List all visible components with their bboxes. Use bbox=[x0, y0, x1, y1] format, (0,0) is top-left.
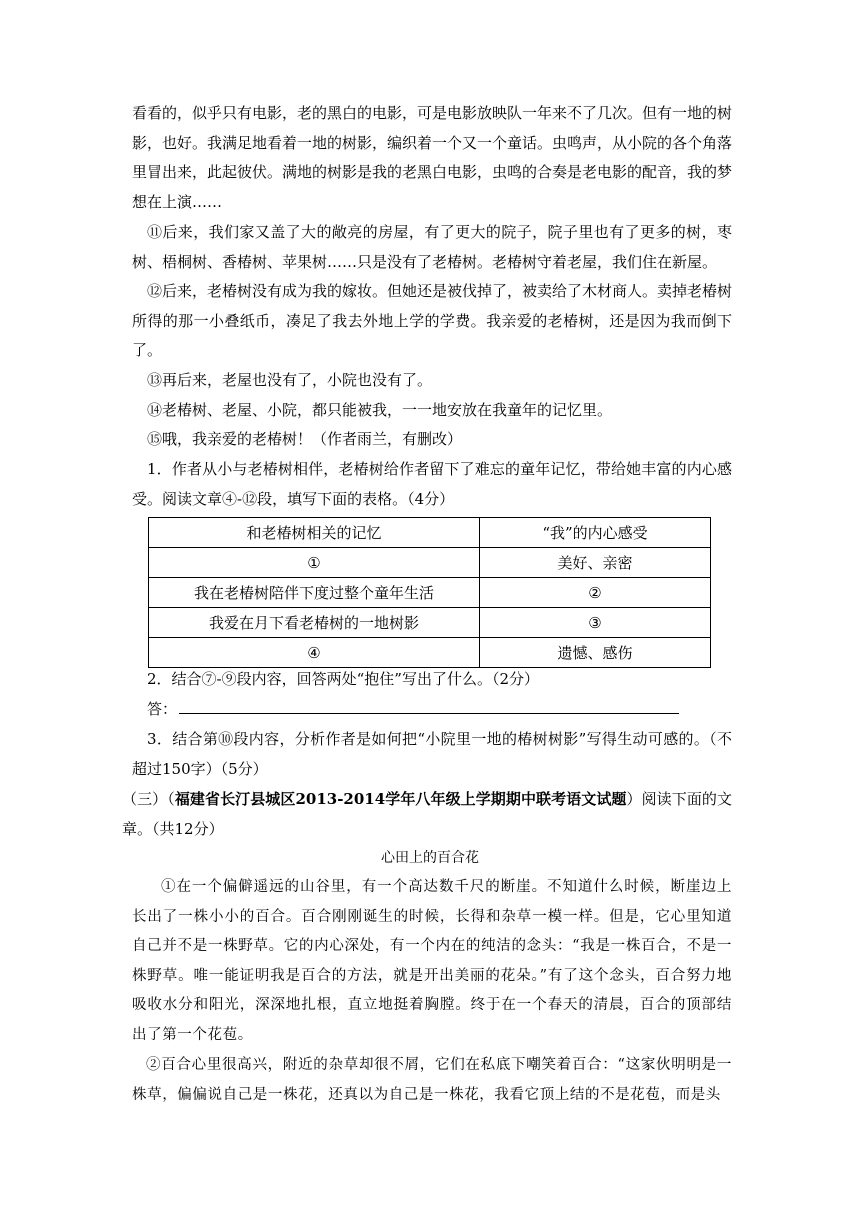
table-header-feeling: “我”的内心感受 bbox=[480, 518, 711, 548]
memory-feeling-table bbox=[148, 517, 711, 668]
table-row bbox=[149, 638, 711, 668]
story-paragraph-2: ②百合心里很高兴，附近的杂草却很不屑，它们在私底下嘲笑着百合：“这家伙明明是一株草，偏偏说自己是一株花，还真以为自己是一株花，我看它顶上结的不是花苞，而是头 bbox=[132, 1057, 732, 1103]
section-3-suffix: ）阅读下面的文章。（共12分） bbox=[122, 790, 732, 838]
table-row bbox=[149, 608, 711, 638]
article-paragraph-11: ⑪后来，我们家又盖了大的敞亮的房屋，有了更大的院子，院子里也有了更多的树，枣树、梧桐树、香椿树、苹果树……只是没有了老椿树。老椿树守着老屋，我们住在新屋。 bbox=[132, 223, 732, 271]
question-1: 1．作者从小与老椿树相伴，老椿树给作者留下了难忘的童年记忆，带给她丰富的内心感受。阅读文章④-⑫段，填写下面的表格。（4分） bbox=[132, 460, 732, 508]
table-cell: 美好、亲密 bbox=[480, 548, 711, 578]
table-header-row bbox=[149, 518, 711, 548]
question-2: 2．结合⑦-⑨段内容，回答两处“抱住”写出了什么。（2分） bbox=[147, 670, 539, 688]
table-row bbox=[149, 578, 711, 608]
article-paragraph-13: ⑬再后来，老屋也没有了，小院也没有了。 bbox=[147, 371, 433, 389]
answer-blank[interactable] bbox=[179, 699, 679, 714]
article-paragraph-15: ⑮哦，我亲爱的老椿树！（作者雨兰，有删改） bbox=[147, 430, 463, 448]
table-row bbox=[149, 548, 711, 578]
table-cell[interactable]: ④ bbox=[149, 638, 480, 668]
question-3: 3．结合第⑩段内容，分析作者是如何把“小院里一地的椿树树影”写得生动可感的。（不超过150字）（5分） bbox=[132, 730, 732, 778]
table-cell: 遗憾、感伤 bbox=[480, 638, 711, 668]
table-cell: 我爱在月下看老椿树的一地树影 bbox=[149, 608, 480, 638]
section-3-heading bbox=[122, 785, 732, 844]
table-cell[interactable]: ② bbox=[480, 578, 711, 608]
table-cell[interactable]: ③ bbox=[480, 608, 711, 638]
article-paragraph-continued: 看看的，似乎只有电影，老的黑白的电影，可是电影放映队一年来不了几次。但有一地的树影，也好。我满足地看着一地的树影，编织着一个又一个童话。虫鸣声，从小院的各个角落里冒出来，此起彼伏。满地的树影是我的老黑白电影，虫鸣的合奏是老电影的配音，我的梦想在上演…… bbox=[132, 104, 733, 211]
article-paragraph-12: ⑫后来，老椿树没有成为我的嫁妆。但她还是被伐掉了，被卖给了木材商人。卖掉老椿树所得的那一小叠纸币，凑足了我去外地上学的学费。我亲爱的老椿树，还是因为我而倒下了。 bbox=[132, 282, 733, 359]
table-cell[interactable]: ① bbox=[149, 548, 480, 578]
section-3-prefix: （三）（ bbox=[122, 790, 175, 808]
table-cell: 我在老椿树陪伴下度过整个童年生活 bbox=[149, 578, 480, 608]
section-3-source: 福建省长汀县城区2013-2014学年八年级上学期期中联考语文试题 bbox=[174, 790, 627, 808]
table-header-memory: 和老椿树相关的记忆 bbox=[149, 518, 480, 548]
question-2-answer-line bbox=[132, 695, 732, 725]
article-paragraph-14: ⑭老椿树、老屋、小院，都只能被我，一一地安放在我童年的记忆里。 bbox=[147, 401, 613, 419]
answer-label: 答： bbox=[147, 700, 178, 718]
story-title: 心田上的百合花 bbox=[381, 850, 479, 866]
story-paragraph-1: ①在一个偏僻遥远的山谷里，有一个高达数千尺的断崖。不知道什么时候，断崖边上长出了一株小小的百合。百合刚刚诞生的时候，长得和杂草一模一样。但是，它心里知道自己并不是一株野草。它的内心深处，有一个内在的纯洁的念头：“我是一株百合，不是一株野草。唯一能证明我是百合的方法，就是开出美丽的花朵。”有了这个念头，百合努力地吸收水分和阳光，深深地扎根，直立地挺着胸膛。终于在一个春天的清晨，百合的顶部结出了第一个花苞。 bbox=[132, 879, 732, 1043]
